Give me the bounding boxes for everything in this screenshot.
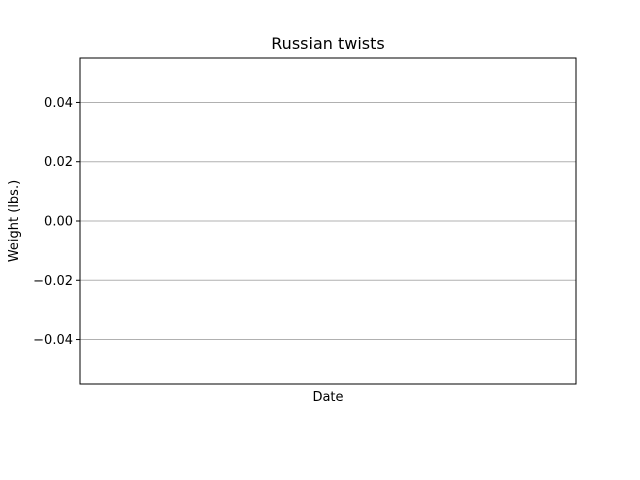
y-tick-label: −0.02 <box>33 273 73 289</box>
y-tick-label: 0.00 <box>44 214 73 230</box>
chart-title: Russian twists <box>271 34 385 53</box>
y-axis-label: Weight (lbs.) <box>7 179 22 263</box>
y-tick-label: 0.04 <box>44 95 73 111</box>
y-tick-label: −0.04 <box>33 333 73 349</box>
x-axis-label: Date <box>312 390 344 405</box>
y-tick-label: 0.02 <box>44 155 73 171</box>
